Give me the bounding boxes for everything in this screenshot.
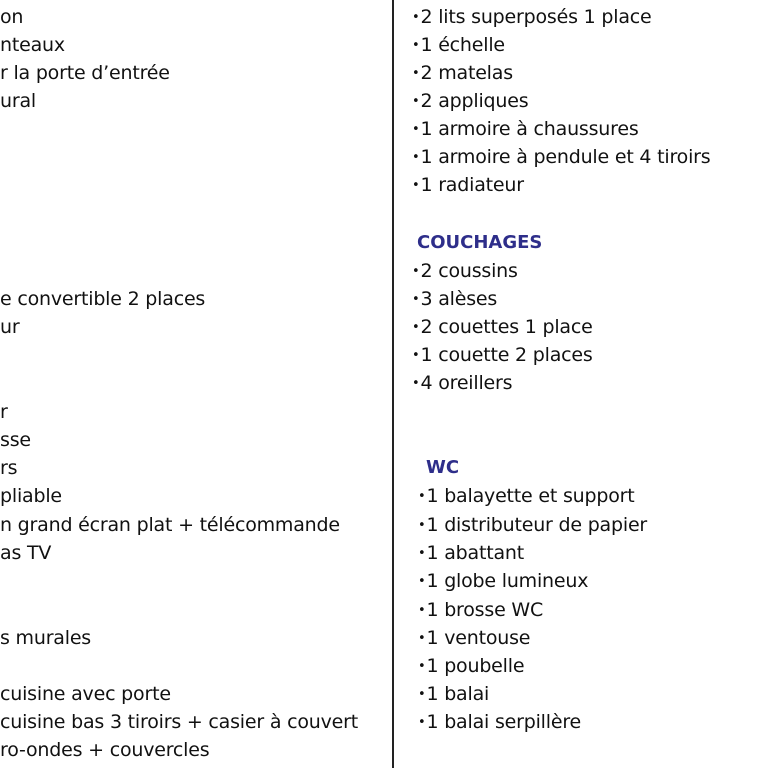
list-item <box>412 285 497 314</box>
left-line: n grand écran plat + télécommande <box>0 514 340 536</box>
left-line: r la porte d’entrée <box>0 62 170 84</box>
bullet-icon: • <box>418 687 426 702</box>
list-item <box>418 511 647 540</box>
item-label: 2 lits superposés 1 place <box>420 6 652 28</box>
bullet-icon: • <box>412 320 420 335</box>
bullet-icon: • <box>418 518 426 533</box>
list-item <box>412 171 524 200</box>
item-label: 1 balai <box>426 683 490 705</box>
list-item <box>418 539 524 568</box>
item-label: 1 poubelle <box>426 655 525 677</box>
left-line: ural <box>0 90 36 112</box>
list-item <box>412 3 652 32</box>
bullet-icon: • <box>418 546 426 561</box>
bullet-icon: • <box>418 574 426 589</box>
bullet-icon: • <box>412 122 420 137</box>
bullet-icon: • <box>412 292 420 307</box>
item-label: 2 couettes 1 place <box>420 316 593 338</box>
left-line: as TV <box>0 542 52 564</box>
item-label: 1 ventouse <box>426 627 531 649</box>
item-label: 3 alèses <box>420 288 498 310</box>
bullet-icon: • <box>418 631 426 646</box>
item-label: 1 balai serpillère <box>426 711 582 733</box>
list-item <box>412 59 513 88</box>
item-label: 1 distributeur de papier <box>426 514 648 536</box>
list-item <box>418 624 530 653</box>
left-line: r <box>0 401 8 423</box>
bullet-icon: • <box>418 715 426 730</box>
list-item <box>412 143 710 172</box>
item-label: 2 matelas <box>420 62 513 84</box>
bullet-icon: • <box>412 66 420 81</box>
section-heading-wc: WC <box>426 457 460 478</box>
item-label: 2 appliques <box>420 90 529 112</box>
bullet-icon: • <box>412 178 420 193</box>
left-line: ur <box>0 316 20 338</box>
list-item <box>418 596 543 625</box>
list-item <box>418 652 524 681</box>
left-line: pliable <box>0 485 62 507</box>
list-item <box>412 369 512 398</box>
left-line: sse <box>0 429 31 451</box>
column-divider <box>392 0 394 768</box>
list-item <box>412 31 505 60</box>
item-label: 1 balayette et support <box>426 485 635 507</box>
list-item <box>412 313 593 342</box>
list-item <box>412 87 528 116</box>
bullet-icon: • <box>412 264 420 279</box>
item-label: 1 radiateur <box>420 174 524 196</box>
list-item <box>412 341 593 370</box>
left-line: nteaux <box>0 34 65 56</box>
list-item <box>418 680 489 709</box>
bullet-icon: • <box>412 348 420 363</box>
bullet-icon: • <box>412 376 420 391</box>
item-label: 2 coussins <box>420 260 518 282</box>
list-item <box>418 567 588 596</box>
bullet-icon: • <box>412 150 420 165</box>
item-label: 4 oreillers <box>420 372 513 394</box>
item-label: 1 armoire à chaussures <box>420 118 639 140</box>
left-line: rs <box>0 457 18 479</box>
item-label: 1 couette 2 places <box>420 344 593 366</box>
section-heading-couchages: COUCHAGES <box>417 232 543 253</box>
item-label: 1 globe lumineux <box>426 570 589 592</box>
bullet-icon: • <box>412 10 420 25</box>
list-item <box>412 115 639 144</box>
item-label: 1 abattant <box>426 542 524 564</box>
bullet-icon: • <box>418 659 426 674</box>
bullet-icon: • <box>418 489 426 504</box>
bullet-icon: • <box>412 38 420 53</box>
left-line: s murales <box>0 627 92 649</box>
bullet-icon: • <box>412 94 420 109</box>
left-line: on <box>0 6 24 28</box>
list-item <box>412 257 518 286</box>
bullet-icon: • <box>418 603 426 618</box>
left-line: cuisine avec porte <box>0 683 171 705</box>
list-item <box>418 708 581 737</box>
left-line: ro-ondes + couvercles <box>0 739 210 761</box>
item-label: 1 brosse WC <box>426 599 544 621</box>
list-item <box>418 482 635 511</box>
item-label: 1 armoire à pendule et 4 tiroirs <box>420 146 711 168</box>
item-label: 1 échelle <box>420 34 505 56</box>
left-line: cuisine bas 3 tiroirs + casier à couvert <box>0 711 359 733</box>
left-line: e convertible 2 places <box>0 288 206 310</box>
